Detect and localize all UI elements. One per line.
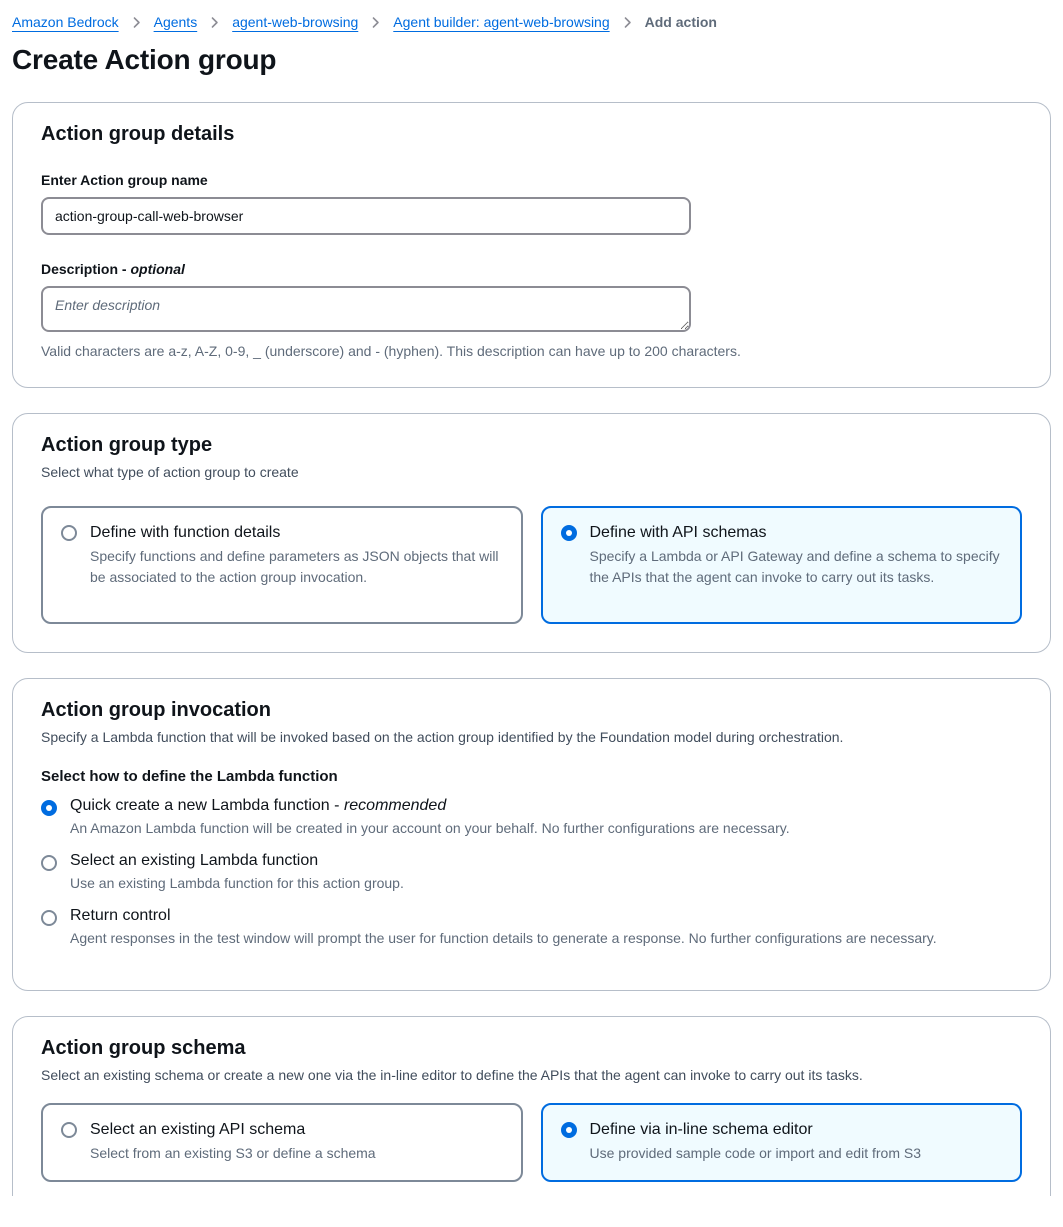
radio-option-label: Select an existing Lambda function bbox=[70, 851, 319, 869]
chevron-right-icon bbox=[208, 16, 221, 29]
radio-option-description: An Amazon Lambda function will be created in your account on your behalf. No further configurations are necessary. bbox=[70, 819, 790, 836]
type-tiles bbox=[41, 506, 1022, 624]
tile-description: Select from an existing S3 or define a schema bbox=[90, 1144, 376, 1161]
breadcrumb bbox=[12, 14, 1051, 30]
tile-label: Define via in-line schema editor bbox=[589, 1120, 813, 1138]
lambda-function-group-label: Select how to define the Lambda function bbox=[41, 767, 338, 785]
invocation-card-title: Action group invocation bbox=[41, 699, 271, 722]
radio-icon[interactable] bbox=[41, 855, 57, 871]
radio-option-description: Use an existing Lambda function for this action group. bbox=[70, 874, 404, 891]
tile-label: Define with API schemas bbox=[589, 524, 767, 542]
description-label-text: Description - bbox=[41, 261, 127, 277]
chevron-right-icon bbox=[621, 16, 634, 29]
breadcrumb-link-agent-builder[interactable]: Agent builder: agent-web-browsing bbox=[393, 14, 610, 30]
tile-description: Specify a Lambda or API Gateway and define a schema to specify the APIs that the agent can invoke to carry out its tasks. bbox=[589, 548, 1000, 586]
radio-icon[interactable] bbox=[561, 1122, 577, 1138]
type-card-title: Action group type bbox=[41, 434, 213, 456]
radio-option-label-text: Quick create a new Lambda function - bbox=[70, 796, 340, 814]
tile-label: Select an existing API schema bbox=[90, 1120, 306, 1138]
radio-icon[interactable] bbox=[41, 800, 57, 816]
radio-option-label-emphasis: recommended bbox=[343, 796, 447, 814]
radio-option-description: Agent responses in the test window will prompt the user for function details to generate a response. No further configurations are necessary. bbox=[70, 929, 937, 946]
breadcrumb-link-agents[interactable]: Agents bbox=[153, 14, 198, 30]
action-group-type-card bbox=[12, 413, 1051, 653]
breadcrumb-current-add-action: Add action bbox=[644, 14, 717, 30]
schema-tiles bbox=[41, 1103, 1022, 1182]
schema-card-title: Action group schema bbox=[41, 1036, 246, 1059]
breadcrumb-link-agent-web-browsing[interactable]: agent-web-browsing bbox=[232, 14, 359, 30]
radio-icon[interactable] bbox=[41, 910, 57, 926]
action-group-schema-card bbox=[12, 1016, 1051, 1196]
schema-card-subtitle: Select an existing schema or create a new one via the in-line editor to define the APIs that the agent can invoke to carry out its tasks. bbox=[41, 1066, 863, 1083]
radio-option-return-control[interactable] bbox=[41, 907, 1022, 949]
invocation-card-subtitle: Specify a Lambda function that will be invoked based on the action group identified by the Foundation model during orchestration. bbox=[41, 729, 844, 746]
breadcrumb-link-amazon-bedrock[interactable]: Amazon Bedrock bbox=[12, 14, 119, 30]
tile-define-with-api-schemas[interactable] bbox=[541, 506, 1023, 624]
tile-label: Define with function details bbox=[90, 524, 281, 542]
action-group-name-label: Enter Action group name bbox=[41, 172, 208, 188]
details-card-title: Action group details bbox=[41, 123, 235, 145]
radio-icon[interactable] bbox=[561, 525, 577, 541]
radio-icon[interactable] bbox=[61, 1122, 77, 1138]
page-title: Create Action group bbox=[12, 44, 277, 75]
description-label bbox=[41, 261, 1022, 277]
radio-option-label: Return control bbox=[70, 906, 171, 924]
description-textarea[interactable] bbox=[41, 286, 691, 332]
radio-option-existing-lambda[interactable] bbox=[41, 852, 1022, 894]
radio-icon[interactable] bbox=[61, 525, 77, 541]
type-card-subtitle: Select what type of action group to create bbox=[41, 464, 299, 480]
tile-define-inline-schema-editor[interactable] bbox=[541, 1103, 1023, 1182]
action-group-details-card bbox=[12, 102, 1051, 388]
chevron-right-icon bbox=[130, 16, 143, 29]
description-constraint-text: Valid characters are a-z, A-Z, 0-9, _ (underscore) and - (hyphen). This description can have up to 200 characters. bbox=[41, 343, 741, 359]
action-group-name-input[interactable] bbox=[41, 197, 691, 235]
tile-define-with-function-details[interactable] bbox=[41, 506, 523, 624]
description-optional-text: optional bbox=[130, 261, 185, 277]
action-group-invocation-card bbox=[12, 678, 1051, 990]
tile-description: Specify functions and define parameters as JSON objects that will be associated to the action group invocation. bbox=[90, 548, 499, 586]
radio-option-label bbox=[70, 797, 790, 815]
tile-select-existing-api-schema[interactable] bbox=[41, 1103, 523, 1182]
chevron-right-icon bbox=[369, 16, 382, 29]
tile-description: Use provided sample code or import and edit from S3 bbox=[589, 1144, 921, 1161]
radio-option-quick-create-lambda[interactable] bbox=[41, 797, 1022, 839]
